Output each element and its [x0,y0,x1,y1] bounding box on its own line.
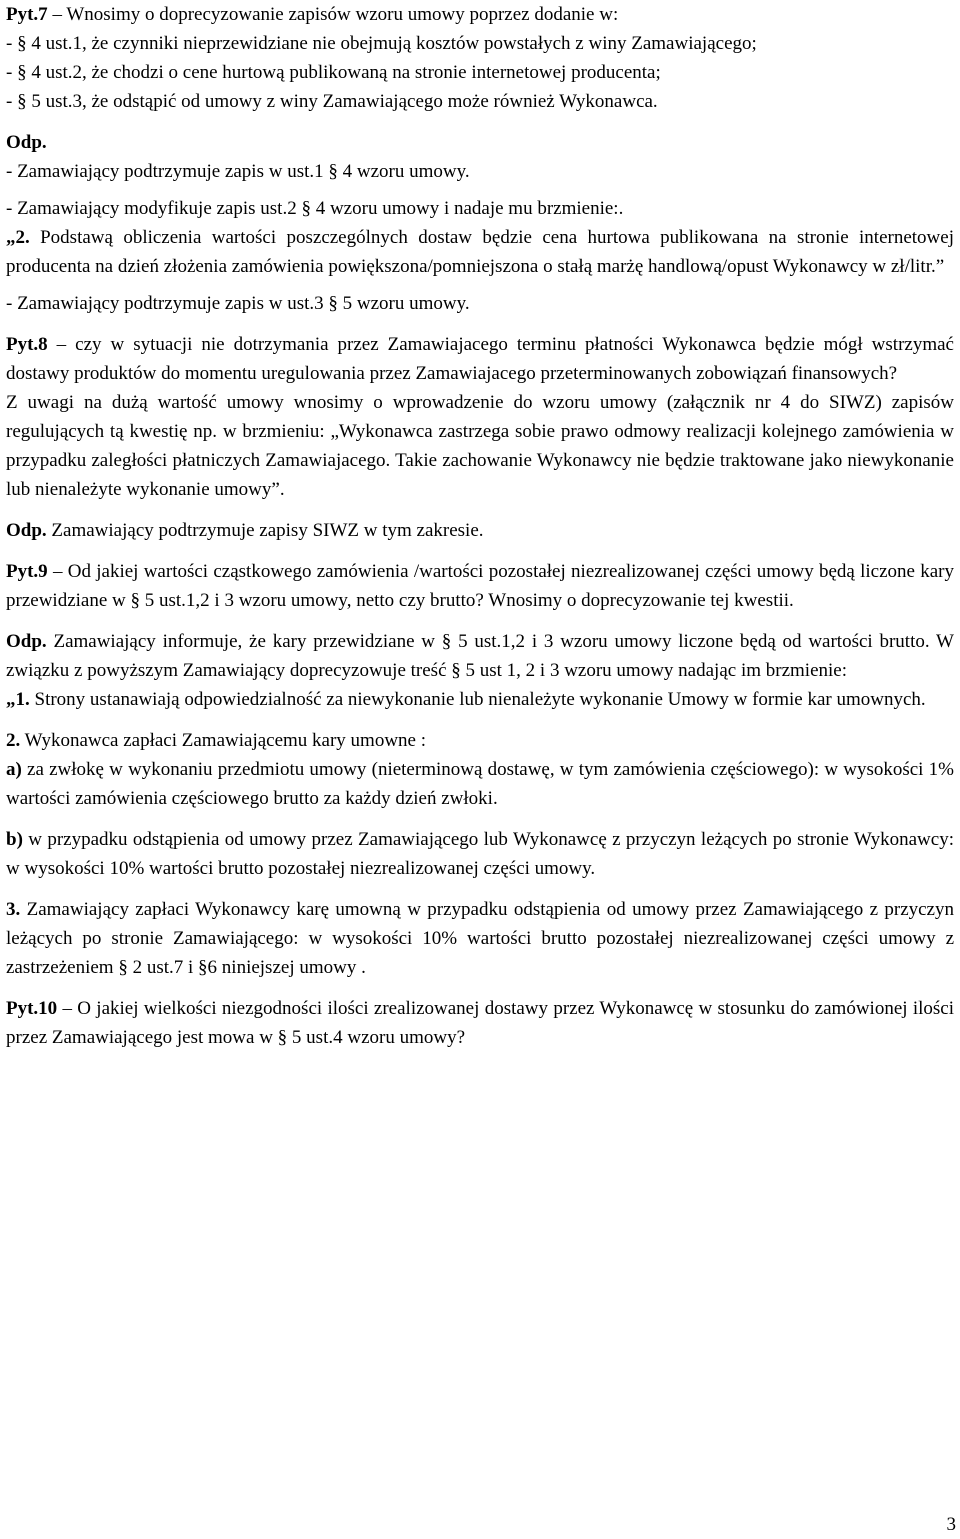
q9-point-1-number: „1. [6,689,30,710]
q9-point-2 [6,726,954,755]
q9-point-3-number: 3. [6,899,21,920]
q7-answer-label: Odp. [6,132,47,153]
q7-answer-2: - Zamawiający modyfikuje zapis ust.2 § 4 wzoru umowy i nadaje mu brzmienie:. [6,198,624,219]
q7-label: Pyt.7 [6,4,48,25]
page-number: 3 [946,1514,956,1535]
q7-answer-3: - Zamawiający podtrzymuje zapis w ust.3 § 5 wzoru umowy. [6,293,470,314]
q7-text: – Wnosimy o doprecyzowanie zapisów wzoru umowy poprzez dodanie w: [47,4,619,25]
q8-proposal: Z uwagi na dużą wartość umowy wnosimy o wprowadzenie do wzoru umowy (załącznik nr 4 do SIWZ) zapisów regulujących tą kwestię np. w brzmieniu: „Wykonawca zastrzega sobie prawo odmowy realizacji kolejnego zamówienia w przypadku zaległości płatniczych Zamawiajacego. Takie zachowanie Wykonawcy nie będzie traktowane jako niewykonanie lub nienależyte wykonanie umowy”. [6,392,954,500]
q9-point-3 [6,895,954,982]
q9-answer [6,627,954,685]
q9-point-a-number: a) [6,759,22,780]
q9-point-b-text: w przypadku odstąpienia od umowy przez Zamawiającego lub Wykonawcę z przyczyn leżących po stronie Wykonawcy: w wysokości 10% wartości brutto pozostałej niezrealizowanej części umowy. [6,829,954,879]
q7-quote-text: Podstawą obliczenia wartości poszczególnych dostaw będzie cena hurtowa publikowana na stronie internetowej producenta na dzień złożenia zamówienia powiększona/pomniejszona o stałą marżę handlową/opust Wykonawcy w zł/litr.” [6,227,954,277]
q7-quote [6,223,954,281]
q8-label: Pyt.8 [6,334,48,355]
q9-point-2-text: Wykonawca zapłaci Zamawiającemu kary umowne : [20,730,427,751]
q9-answer-text: Zamawiający informuje, że kary przewidziane w § 5 ust.1,2 i 3 wzoru umowy liczone będą od wartości brutto. W związku z powyższym Zamawiający doprecyzowuje treść § 5 ust 1, 2 i 3 wzoru umowy nadając im brzmienie: [6,631,954,681]
q7-answer-1: - Zamawiający podtrzymuje zapis w ust.1 § 4 wzoru umowy. [6,161,470,182]
q7-item-2: - § 4 ust.2, że chodzi o cene hurtową publikowaną na stronie internetowej producenta; [6,62,661,83]
q9-answer-label: Odp. [6,631,47,652]
q9-question [6,557,954,615]
q8-answer-text: Zamawiający podtrzymuje zapisy SIWZ w tym zakresie. [46,520,484,541]
q9-point-2-number: 2. [6,730,21,751]
q9-text: – Od jakiej wartości cząstkowego zamówienia /wartości pozostałej niezrealizowanej części umowy będą liczone kary przewidziane w § 5 ust.1,2 i 3 wzoru umowy, netto czy brutto? Wnosimy o doprecyzowanie tej kwestii. [6,561,954,611]
q9-label: Pyt.9 [6,561,48,582]
q10-label: Pyt.10 [6,998,58,1019]
q7-item-1: - § 4 ust.1, że czynniki nieprzewidziane nie obejmują kosztów powstałych z winy Zamawiającego; [6,33,757,54]
q7-line [6,0,954,29]
q9-point-3-text: Zamawiający zapłaci Wykonawcy karę umowną w przypadku odstąpienia od umowy przez Zamawiającego z przyczyn leżących po stronie Zamawiającego: w wysokości 10% wartości brutto pozostałej niezrealizowanej części umowy z zastrzeżeniem § 2 ust.7 i §6 niniejszej umowy . [6,899,954,978]
q8-question [6,330,954,388]
document-page [6,0,954,1052]
q9-point-b [6,825,954,883]
q9-point-a-text: za zwłokę w wykonaniu przedmiotu umowy (nieterminową dostawę, w tym zamówienia częściowego): w wysokości 1% wartości zamówienia częściowego brutto za każdy dzień zwłoki. [6,759,954,809]
q9-point-1-text: Strony ustanawiają odpowiedzialność za niewykonanie lub nienależyte wykonanie Umowy w formie kar umownych. [29,689,926,710]
q9-point-1 [6,685,954,714]
q9-point-b-number: b) [6,829,23,850]
q10-text: – O jakiej wielkości niezgodności ilości zrealizowanej dostawy przez Wykonawcę w stosunku do zamówionej ilości przez Zamawiającego jest mowa w § 5 ust.4 wzoru umowy? [6,998,954,1048]
q10-question [6,994,954,1052]
q8-text: – czy w sytuacji nie dotrzymania przez Zamawiajacego terminu płatności Wykonawca będzie mógł wstrzymać dostawy produktów do momentu uregulowania przez Zamawiajacego przeterminowanych zobowiązań finansowych? [6,334,954,384]
q8-answer-label: Odp. [6,520,47,541]
q9-point-a [6,755,954,813]
q8-answer [6,516,954,545]
q7-item-3: - § 5 ust.3, że odstąpić od umowy z winy Zamawiającego może również Wykonawca. [6,91,658,112]
q7-quote-number: „2. [6,227,30,248]
